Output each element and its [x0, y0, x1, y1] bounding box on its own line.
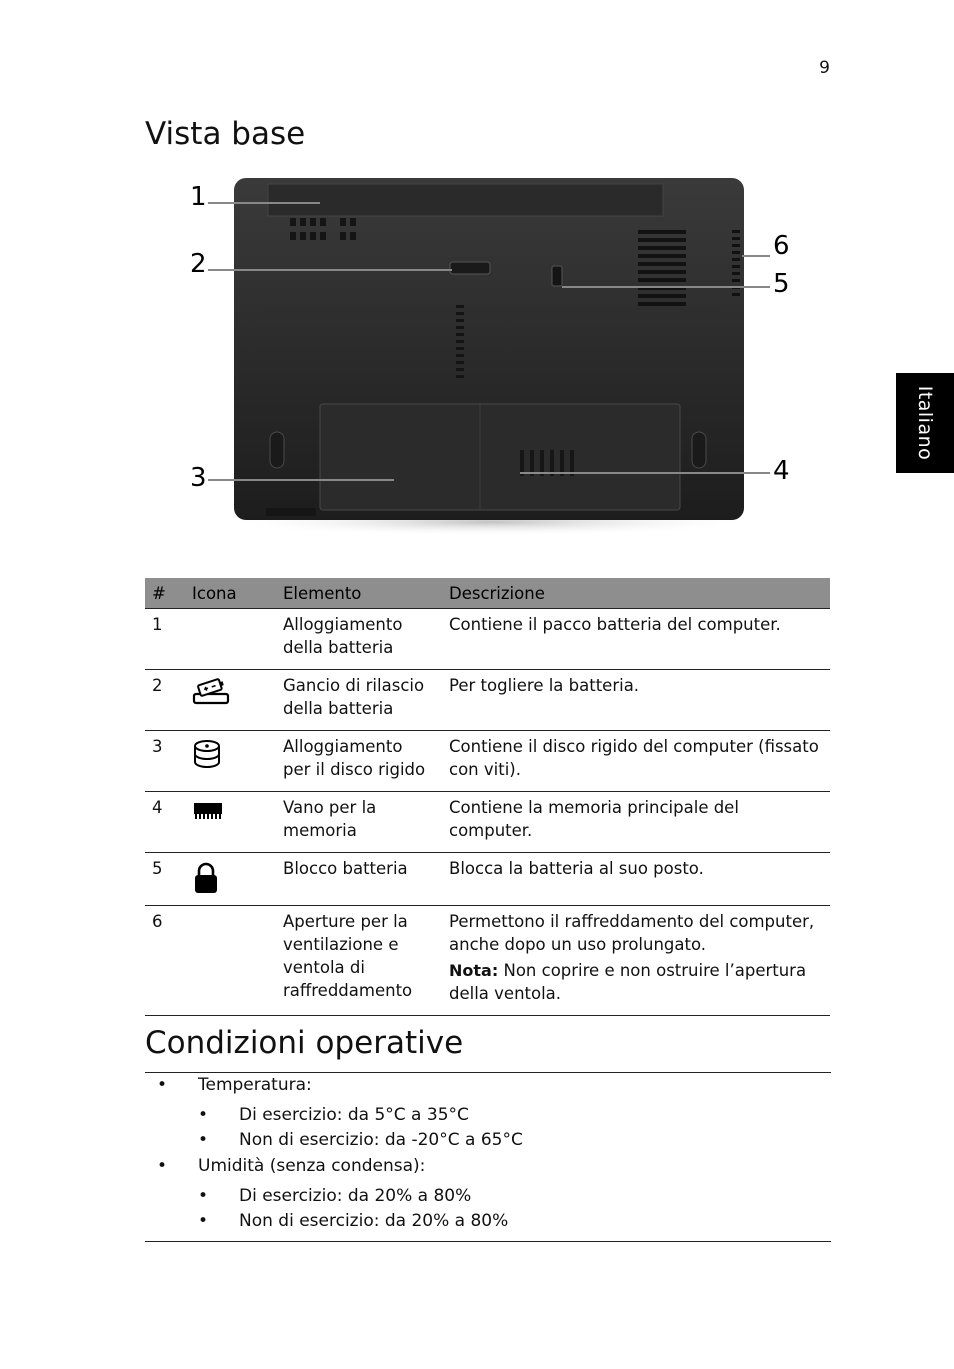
bullet: • — [157, 1156, 168, 1176]
note-label: Nota: — [449, 961, 499, 980]
table-header-row — [145, 578, 830, 609]
laptop-bottom-view-figure — [180, 170, 800, 540]
callout-1: 1 — [190, 182, 207, 212]
section-title-bottom-view: Vista base — [145, 116, 306, 152]
laptop-bottom-illustration — [180, 170, 800, 540]
row-num: 3 — [145, 731, 185, 792]
list-item: Di esercizio: da 5°C a 35°C — [239, 1105, 469, 1125]
bullet: • — [198, 1130, 209, 1150]
row-item: Blocco batteria — [276, 853, 442, 906]
table-row — [145, 853, 830, 906]
callout-4: 4 — [773, 456, 790, 486]
row-desc: Contiene la memoria principale del computer. — [442, 792, 830, 853]
language-tab-label: Italiano — [914, 385, 936, 461]
parts-table — [145, 578, 830, 1016]
table-row — [145, 609, 830, 670]
header-desc: Descrizione — [442, 578, 830, 609]
page-number: 9 — [819, 58, 830, 78]
bullet: • — [198, 1186, 209, 1206]
memory-icon — [192, 800, 224, 822]
row-item: Alloggiamento della batteria — [276, 609, 442, 670]
table-row — [145, 731, 830, 792]
row-icon — [185, 906, 276, 1016]
list-item: Umidità (senza condensa): — [198, 1156, 426, 1176]
header-num: # — [145, 578, 185, 609]
list-item: Non di esercizio: da -20°C a 65°C — [239, 1130, 523, 1150]
bullet: • — [157, 1075, 168, 1095]
lock-icon — [192, 861, 220, 895]
bullet: • — [198, 1105, 209, 1125]
list-item: Non di esercizio: da 20% a 80% — [239, 1211, 509, 1231]
row-desc: Blocca la batteria al suo posto. — [442, 853, 830, 906]
section-title-operating-conditions: Condizioni operative — [145, 1025, 464, 1061]
callout-5: 5 — [773, 269, 790, 299]
row-desc: Per togliere la batteria. — [442, 670, 830, 731]
list-item: Di esercizio: da 20% a 80% — [239, 1186, 472, 1206]
row-num: 2 — [145, 670, 185, 731]
note-text: Non coprire e non ostruire l’apertura della ventola. — [449, 961, 807, 1003]
note-paragraph — [449, 959, 823, 1005]
row-item: Aperture per la ventilazione e ventola di raffreddamento — [276, 906, 442, 1016]
row-icon — [185, 853, 276, 906]
row-desc: Contiene il pacco batteria del computer. — [442, 609, 830, 670]
row-desc — [442, 906, 830, 1016]
row-item: Alloggiamento per il disco rigido — [276, 731, 442, 792]
row-item: Gancio di rilascio della batteria — [276, 670, 442, 731]
row-icon — [185, 670, 276, 731]
callout-6: 6 — [773, 231, 790, 261]
callout-3: 3 — [190, 463, 207, 493]
row-num: 6 — [145, 906, 185, 1016]
table-row — [145, 906, 830, 1016]
row-icon — [185, 731, 276, 792]
list-item: Temperatura: — [198, 1075, 312, 1095]
callout-2: 2 — [190, 249, 207, 279]
bullet: • — [198, 1211, 209, 1231]
header-item: Elemento — [276, 578, 442, 609]
hard-disk-icon — [192, 739, 222, 771]
row-num: 1 — [145, 609, 185, 670]
operating-conditions-list — [145, 1072, 831, 1242]
row-desc-text: Permettono il raffreddamento del computer, anche dopo un uso prolungato. — [449, 912, 815, 954]
row-item: Vano per la memoria — [276, 792, 442, 853]
row-num: 4 — [145, 792, 185, 853]
table-row — [145, 670, 830, 731]
row-num: 5 — [145, 853, 185, 906]
table-row — [145, 792, 830, 853]
language-tab — [896, 373, 954, 473]
row-desc: Contiene il disco rigido del computer (fissato con viti). — [442, 731, 830, 792]
header-icon: Icona — [185, 578, 276, 609]
battery-release-icon — [192, 678, 230, 706]
row-icon — [185, 792, 276, 853]
row-icon — [185, 609, 276, 670]
